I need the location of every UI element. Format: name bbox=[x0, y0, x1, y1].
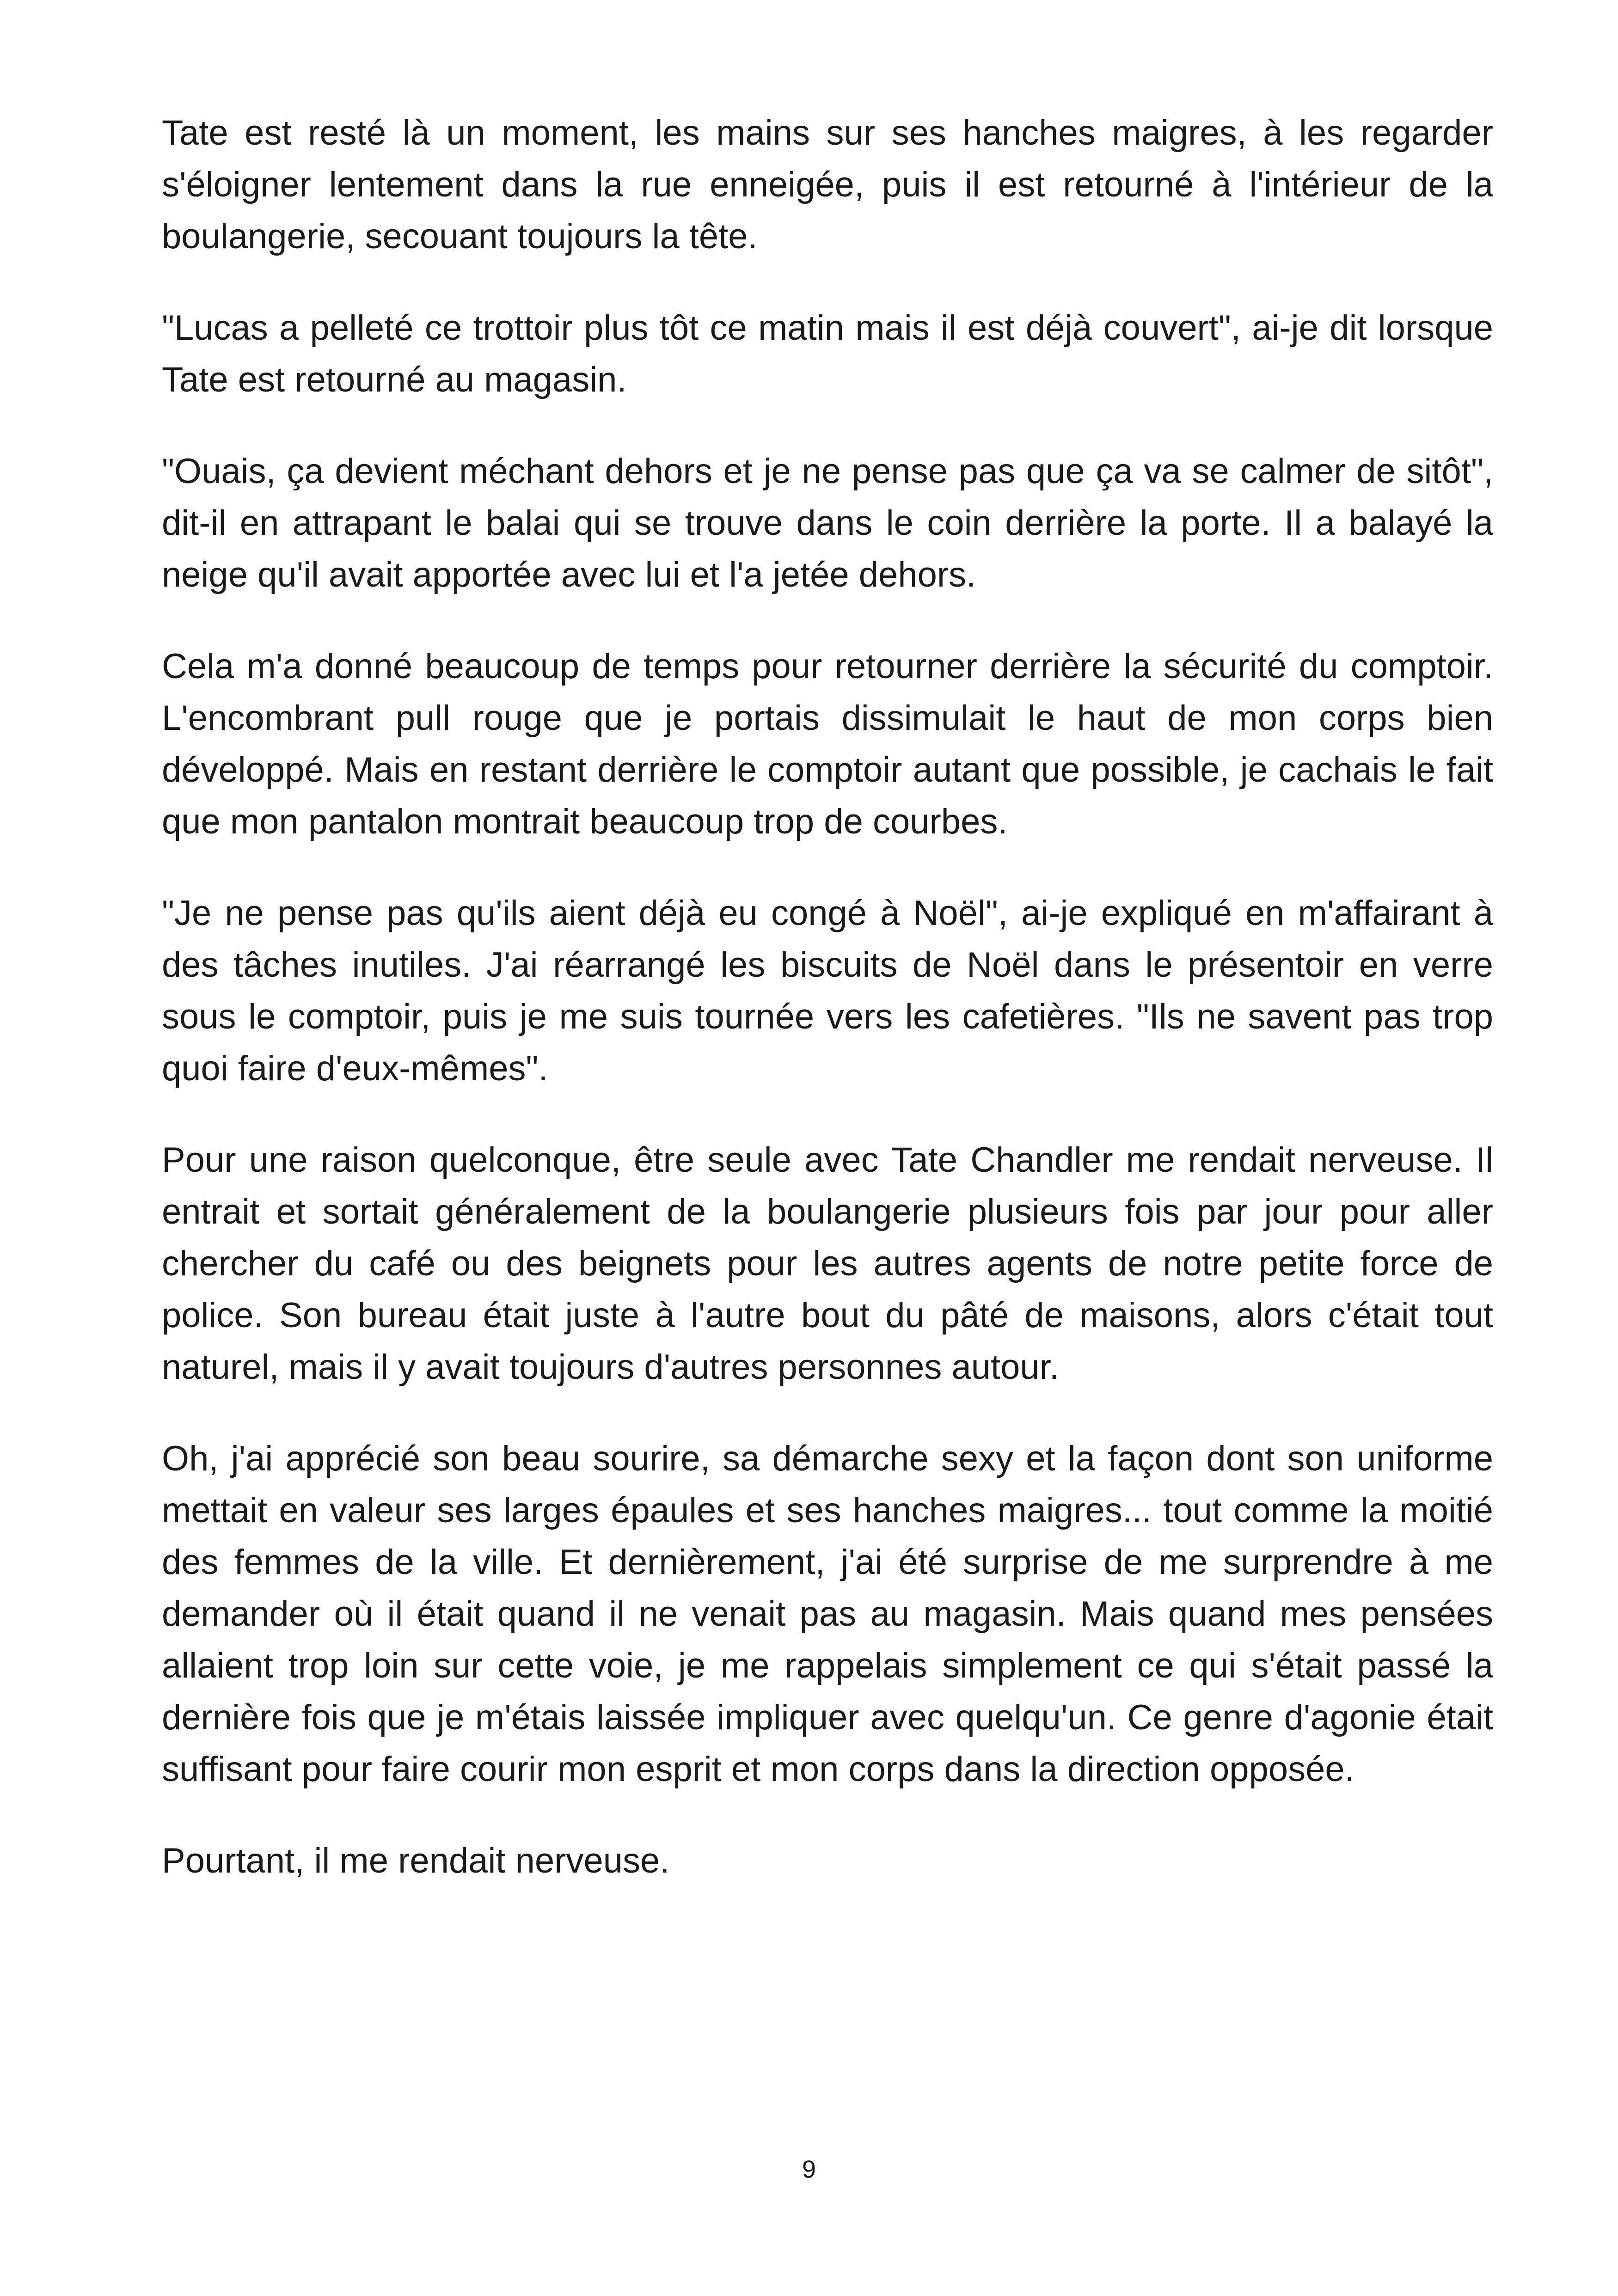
paragraph: "Ouais, ça devient méchant dehors et je ne pense pas que ça va se calmer de sitôt", dit-il en attrapant le balai qui se trouve dans le coin derrière la porte. Il a balayé la neige qu'il avait apportée avec lui et l'a jetée dehors. bbox=[162, 452, 1493, 594]
page-number: 9 bbox=[802, 2155, 816, 2183]
paragraph: "Je ne pense pas qu'ils aient déjà eu congé à Noël", ai-je expliqué en m'affairant à des tâches inutiles. J'ai réarrangé les biscuits de Noël dans le présentoir en verre sous le comptoir, puis je me suis tournée vers les cafetières. "Ils ne savent pas trop quoi faire d'eux-mêmes". bbox=[162, 894, 1493, 1088]
paragraph: Cela m'a donné beaucoup de temps pour retourner derrière la sécurité du comptoir. L'encombrant pull rouge que je portais dissimulait le haut de mon corps bien développé. Mais en restant derrière le comptoir autant que possible, je cachais le fait que mon pantalon montrait beaucoup trop de courbes. bbox=[162, 647, 1493, 841]
paragraph: "Lucas a pelleté ce trottoir plus tôt ce matin mais il est déjà couvert", ai-je dit lorsque Tate est retourné au magasin. bbox=[162, 308, 1493, 399]
paragraph: Tate est resté là un moment, les mains sur ses hanches maigres, à les regarder s'éloigner lentement dans la rue enneigée, puis il est retourné à l'intérieur de la boulangerie, secouant toujours la tête. bbox=[162, 113, 1493, 256]
paragraph: Oh, j'ai apprécié son beau sourire, sa démarche sexy et la façon dont son uniforme mettait en valeur ses larges épaules et ses hanches maigres... tout comme la moitié des femmes de la ville. Et dernièrement, j'ai été surprise de me surprendre à me demander où il était quand il ne venait pas au magasin. Mais quand mes pensées allaient trop loin sur cette voie, je me rappelais simplement ce qui s'était passé la dernière fois que je m'étais laissée impliquer avec quelqu'un. Ce genre d'agonie était suffisant pour faire courir mon esprit et mon corps dans la direction opposée. bbox=[162, 1439, 1493, 1789]
paragraph: Pour une raison quelconque, être seule avec Tate Chandler me rendait nerveuse. Il entrait et sortait généralement de la boulangerie plusieurs fois par jour pour aller chercher du café ou des beignets pour les autres agents de notre petite force de police. Son bureau était juste à l'autre bout du pâté de maisons, alors c'était tout naturel, mais il y avait toujours d'autres personnes autour. bbox=[162, 1140, 1493, 1387]
body-text bbox=[162, 107, 1493, 1927]
paragraph: Pourtant, il me rendait nerveuse. bbox=[162, 1841, 670, 1880]
